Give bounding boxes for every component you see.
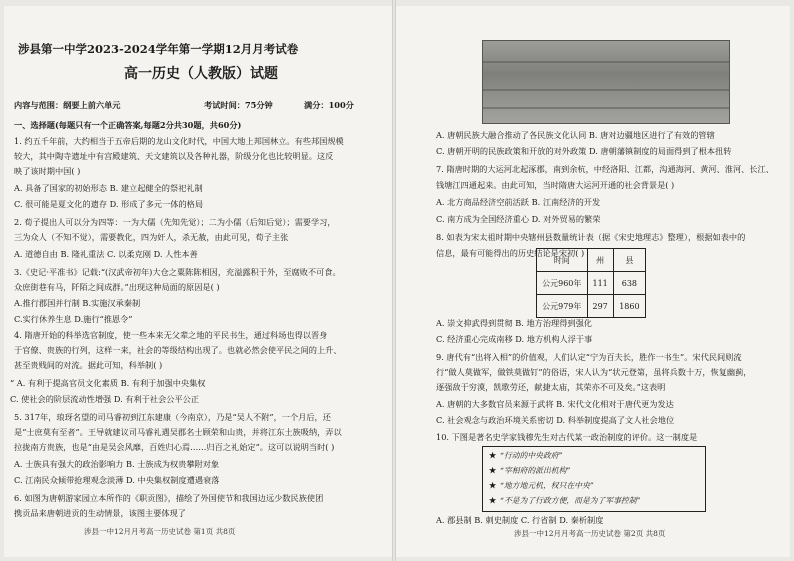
exam-page-2 <box>396 6 790 557</box>
table-header: 州 <box>587 249 613 272</box>
question-line: 9. 唐代有“出将入相”的价值观，人们认定“宁为百夫长，胜作一书生”。宋代民间则流 <box>436 352 742 362</box>
option-line: “ A. 有利于提高官员文化素质 B. 有利于加强中央集权 <box>10 378 206 388</box>
exam-subtitle: 高一历史（人教版）试题 <box>124 66 278 82</box>
question-line: 于官僚、贵族的行列，这样一来，社会的等级结构出现了。也就必然会使平民之间的上升、 <box>14 345 342 355</box>
table-row <box>537 295 646 318</box>
table-cell: 1860 <box>613 295 645 318</box>
qian-mu-quote-box: ★ “行动的中央政府” ★ “宰相府的派出机构” ★ “地方地元机，权只在中央” ★ “不是为了行政方便，而是为了军事控制” <box>482 446 706 512</box>
question-line: 6. 如图为唐朝游家园立本所作的《职贡图》，描绘了外国使节和我国边远少数民族使团 <box>14 493 324 503</box>
question-line: 信息，最有可能得出的历史结论是宋初( ) <box>436 248 585 258</box>
question-line: 是“士庶莫有至者”。王导就建议司马睿礼遇吴郡名士顾荣和山贵，并将江东土族吸纳，弄以 <box>14 427 342 437</box>
option-line: C. 唐朝开明的民族政策和开放的对外政策 D. 唐朝藩镇制度的局面得到了根本扭转 <box>436 146 732 156</box>
score-label: 满分：100分 <box>304 100 354 110</box>
table-header: 时间 <box>537 249 588 272</box>
option-line: C.实行休养生息 D.施行“推恩令” <box>14 314 133 324</box>
table-row <box>537 272 646 295</box>
question-line: 逐强敌于穷漠，凯歌劳还，献捷太庙，其荣亦不可及矣。”这表明 <box>436 382 666 392</box>
question-line: 三为众人（不知不觉），需要教化，四为奸人，杀无赦，由此可见，荀子主张 <box>14 232 289 242</box>
option-line: C. 很可能是夏文化的遗存 D. 形成了多元一体的格局 <box>14 199 204 209</box>
option-line: C. 江南民众倾带抢理观念淡薄 D. 中央集权制度遭遇衰落 <box>14 475 220 485</box>
quote-line: “行动的中央政府” <box>500 451 563 460</box>
table-header: 县 <box>613 249 645 272</box>
table-cell: 297 <box>587 295 613 318</box>
question-line: 映了该时期中国( ) <box>14 166 81 176</box>
question-line: 3.《史记·平准书》记载:“(汉武帝初年)大仓之粟陈陈相因，充溢露积于外，至腐败不可食。 <box>14 267 341 277</box>
question-line: 2. 荀子提出人可以分为四等：一为大儒（先知先觉）；二为小儒（后知后觉）；需要学习， <box>14 217 336 227</box>
time-label: 考试时间：75分钟 <box>204 100 273 110</box>
option-line: A. 北方商品经济空前活跃 B. 江南经济的开发 <box>436 197 601 207</box>
question-line: 拉拢南方贵族，也是“由是吴会风靡，百姓归心焉……归百之礼始定”。这可以说明当时( ) <box>14 442 335 452</box>
question-line: 行“做人莫做军，做铁莫做钉”的俗语，宋人认为“状元登第，虽将兵数十万，恢复幽蓟， <box>436 367 752 377</box>
option-line: C. 南方成为全国经济重心 D. 对外贸易的繁荣 <box>436 214 601 224</box>
section-heading: 一、选择题(每题只有一个正确答案,每题2分共30题，共60分) <box>14 120 242 130</box>
question-line: 甚至贵贱间的对流。据此可知，科举制( ) <box>14 360 163 370</box>
option-line: A. 崇文抑武得到贯彻 B. 地方治理得到强化 <box>436 318 592 328</box>
question-line: 10. 下图是著名史学家钱穆先生对古代某一政治制度的评价。这一制度是 <box>436 432 698 442</box>
option-line: A. 具备了国家的初始形态 B. 建立起健全的祭祀礼制 <box>14 183 203 193</box>
option-line: A. 士族具有强大的政治影响力 B. 士族成为权贵攀附对象 <box>14 459 220 469</box>
table-cell: 111 <box>587 272 613 295</box>
question-line: 钱塘江四通起来。由此可知，当时隋唐大运河开通的社会背景是( ) <box>436 180 675 190</box>
page-footer: 涉县一中12月月考高一历史试卷 第2页 共8页 <box>514 529 666 538</box>
exam-title: 涉县第一中学2023-2024学年第一学期12月月考试卷 <box>18 42 299 56</box>
exam-page-1 <box>4 6 392 557</box>
option-line: A.推行郡国并行制 B.实施汉承秦制 <box>14 298 141 308</box>
question-line: 7. 隋唐时期的大运河北起涿郡，南到余杭，中经洛阳、江都，沟通海河、黄河、淮河、长江、 <box>436 164 774 174</box>
table-cell: 公元960年 <box>537 272 588 295</box>
question-line: 1. 约五千年前，大约相当于五帝后期的龙山文化时代，中国大地上邦国林立。有些邦国规模 <box>14 136 344 146</box>
question-line: 携贡品来唐朝进贡的生动情景，该图主要体现了 <box>14 508 186 518</box>
option-line: C. 经济重心完成南移 D. 地方机构人浮于事 <box>436 334 593 344</box>
question-line: 较大，其中陶寺遗址中有宫殿建筑、天文建筑以及各种礼器，阶级分化也比较明显。这反 <box>14 151 334 161</box>
question-line: 众庶街巷有马，阡陌之间成群。”出现这种局面的原因是( ) <box>14 282 220 292</box>
option-line: A. 唐朝民族大融合推动了各民族文化认同 B. 唐对边疆地区进行了有效的管辖 <box>436 130 715 140</box>
question-line: 5. 317年，琅玡名望的司马睿初到江东建康（今南京），乃是“吴人不附”，一个月后，还 <box>14 412 331 422</box>
zhigong-painting-image <box>482 40 730 124</box>
question-line: 8. 如表为宋太祖时期中央辖州县数量统计表（据《宋史地理志》整理），根据如表中的 <box>436 232 746 242</box>
table-cell: 公元979年 <box>537 295 588 318</box>
question-line: 4. 隋唐开始的科举选官制度，使一些本来无父辈之地的平民书生，通过科场也得以晋身 <box>14 330 328 340</box>
option-line: A. 道德自由 B. 隆礼重法 C. 以柔克刚 D. 人性本善 <box>14 249 198 259</box>
option-line: A. 唐朝的大多数官员来源于武将 B. 宋代文化相对于唐代更为发达 <box>436 399 674 409</box>
page-footer: 涉县一中12月月考高一历史试卷 第1页 共8页 <box>84 527 236 536</box>
option-line: A. 郡县制 B. 刺史制度 C. 行省制 D. 秦析制度 <box>436 515 604 525</box>
scope-label: 内容与范围：纲要上前六单元 <box>14 100 121 110</box>
county-stats-table <box>536 248 646 318</box>
table-cell: 638 <box>613 272 645 295</box>
option-line: C. 社会观念与政治环境关系密切 D. 科举制度提高了文人社会地位 <box>436 415 675 425</box>
quote-line: “地方地元机，权只在中央” <box>500 481 594 490</box>
option-line: C. 使社会的阶层流动性增强 D. 有利于社会公平公正 <box>10 394 200 404</box>
quote-line: “不是为了行政方便，而是为了军事控制” <box>500 496 641 505</box>
quote-line: “宰相府的派出机构” <box>500 466 571 475</box>
